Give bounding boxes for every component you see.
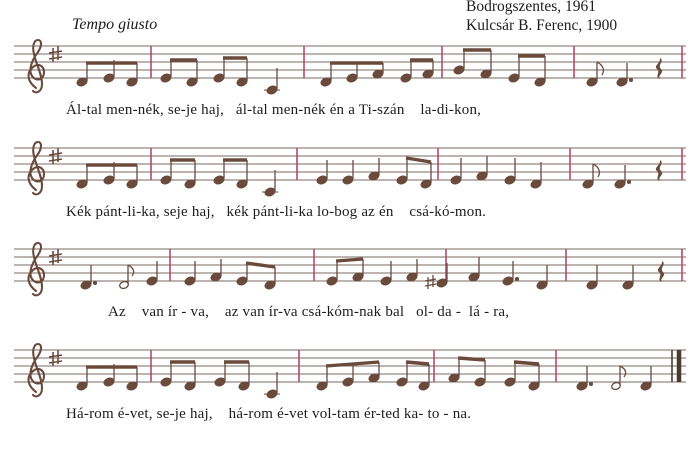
treble-clef: [29, 40, 44, 92]
notes: [76, 358, 652, 399]
lyric-line-1: Ál-tal men-nék, se-je haj, ál-tal men-nék én a Ti-szán la-di-kon,: [66, 102, 482, 118]
notes: [76, 156, 662, 197]
tempo-marking: Tempo giusto: [72, 16, 158, 33]
quarter-rest: [656, 160, 662, 181]
header-collector: Kulcsár B. Ferenc, 1900: [466, 17, 618, 34]
staff-system-1-notation: [14, 38, 686, 96]
lyric-line-2: Kék pánt-li-ka, seje haj, kék pánt-li-ka lo-bog az én csá-kó-mon.: [66, 204, 487, 220]
treble-clef: [29, 243, 44, 295]
staff-system-2-notation: [14, 140, 686, 198]
staff-system-4-notation: [14, 342, 686, 400]
lyric-line-3: Az van ír - va, az van ír-va csá-kóm-nak bal ol- da - lá - ra,: [108, 304, 510, 320]
quarter-rest: [658, 261, 664, 282]
lyric-line-4: Há-rom é-vet, se-je haj, há-rom é-vet vol-tam ér-ted ka- to - na.: [66, 406, 472, 422]
header-place-year: Bodrogszentes, 1961: [466, 0, 597, 15]
treble-clef: [29, 142, 44, 194]
staff-system-2: [14, 140, 686, 198]
notes: [80, 257, 664, 290]
staff-system-4: [14, 342, 686, 400]
staff-system-3: [14, 241, 686, 299]
treble-clef: [29, 344, 44, 396]
quarter-rest: [656, 58, 662, 79]
staff-system-1: [14, 38, 686, 96]
accidental-sharp: [425, 275, 436, 289]
staff-system-3-notation: [14, 241, 686, 299]
